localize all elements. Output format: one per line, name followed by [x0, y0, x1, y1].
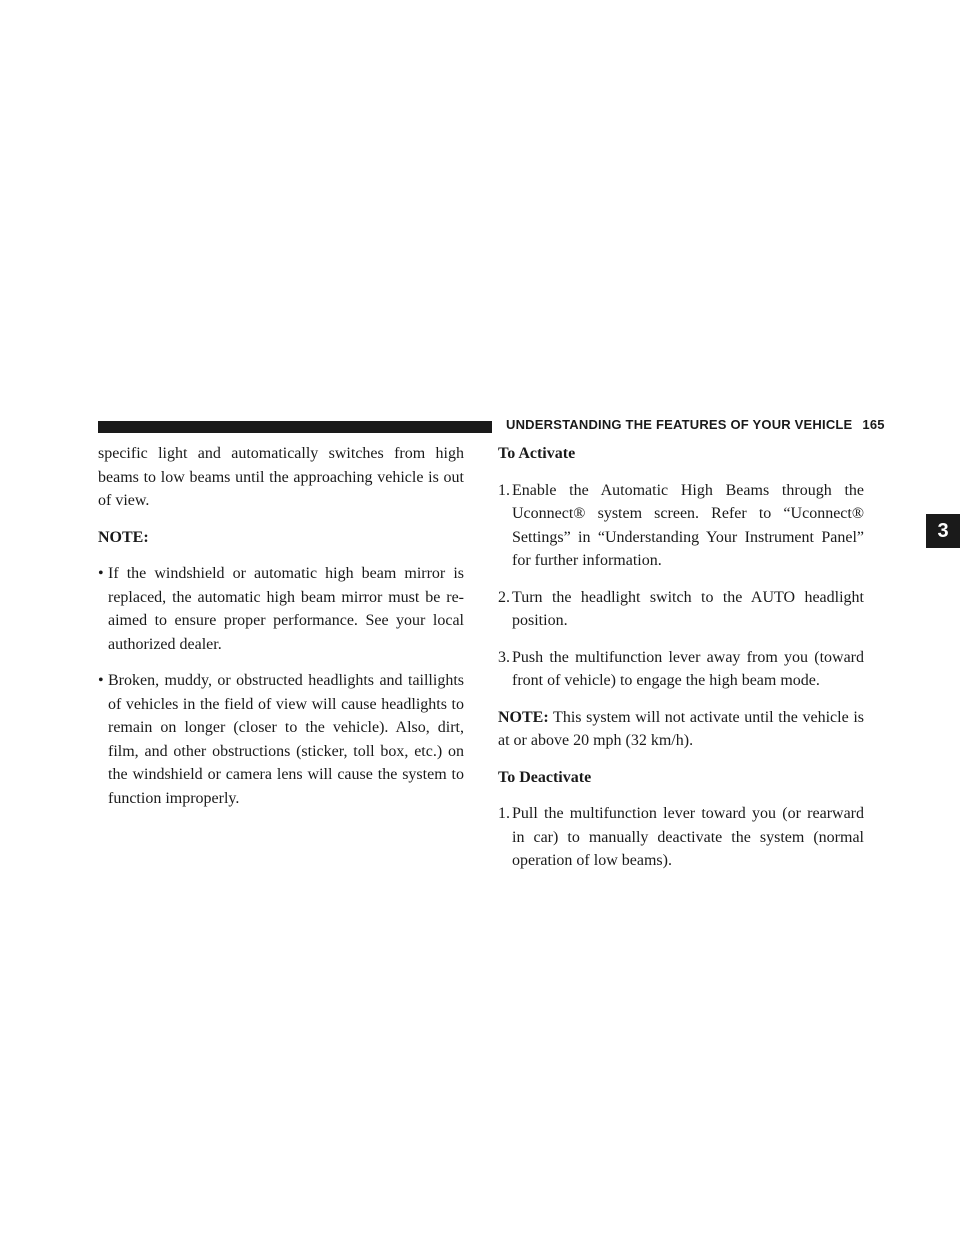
bullet-text: If the windshield or automatic high beam mirror is replaced, the automatic high beam mirror must be re-aimed to ensure proper performance. See your local authorized dealer.: [108, 565, 464, 653]
bullet-text: Broken, muddy, or obstructed headlights and taillights of vehicles in the field of view will cause headlights to remain on longer (closer to the vehicle). Also, dirt, film, and other obstructions (sticker, toll box, etc.) on the windshield or camera lens will cause the system to function improperly.: [108, 672, 464, 807]
step-number: 1.: [498, 481, 510, 499]
step-text: Pull the multifunction lever toward you (or rearward in car) to manually deactivate the system (normal operation of low beams).: [512, 805, 864, 869]
page-number: 165: [862, 417, 885, 432]
activate-heading: To Activate: [498, 445, 576, 462]
step-text: Enable the Automatic High Beams through the Uconnect® system screen. Refer to “Uconnect® Settings” in “Understanding Your Instrument Panel” for further information.: [512, 481, 864, 569]
right-column: [498, 442, 864, 873]
header-rule: [98, 421, 492, 433]
header-title: UNDERSTANDING THE FEATURES OF YOUR VEHICLE: [506, 417, 853, 432]
chapter-tab: 3: [926, 514, 960, 548]
step-text: Turn the headlight switch to the AUTO headlight position.: [512, 588, 864, 629]
bullet-item: [98, 669, 464, 810]
step-number: 3.: [498, 648, 510, 666]
bullet-icon: •: [98, 672, 104, 689]
bullet-icon: •: [98, 565, 104, 582]
left-column: [98, 442, 464, 810]
intro-paragraph: specific light and automatically switches from high beams to low beams until the approaching vehicle is out of view.: [98, 445, 464, 509]
bullet-item: [98, 562, 464, 656]
step-number: 2.: [498, 588, 510, 606]
step-item: [498, 479, 864, 573]
note-text: This system will not activate until the vehicle is at or above 20 mph (32 km/h).: [498, 708, 865, 749]
running-header: [506, 417, 885, 432]
note-label: NOTE:: [498, 708, 549, 726]
step-item: [498, 802, 864, 873]
step-text: Push the multifunction lever away from you (toward front of vehicle) to engage the high beam mode.: [512, 648, 864, 689]
note-paragraph: [498, 706, 864, 753]
step-item: [498, 586, 864, 633]
note-heading: NOTE:: [98, 528, 149, 546]
deactivate-heading: To Deactivate: [498, 768, 592, 786]
step-item: [498, 646, 864, 693]
step-number: 1.: [498, 805, 510, 822]
